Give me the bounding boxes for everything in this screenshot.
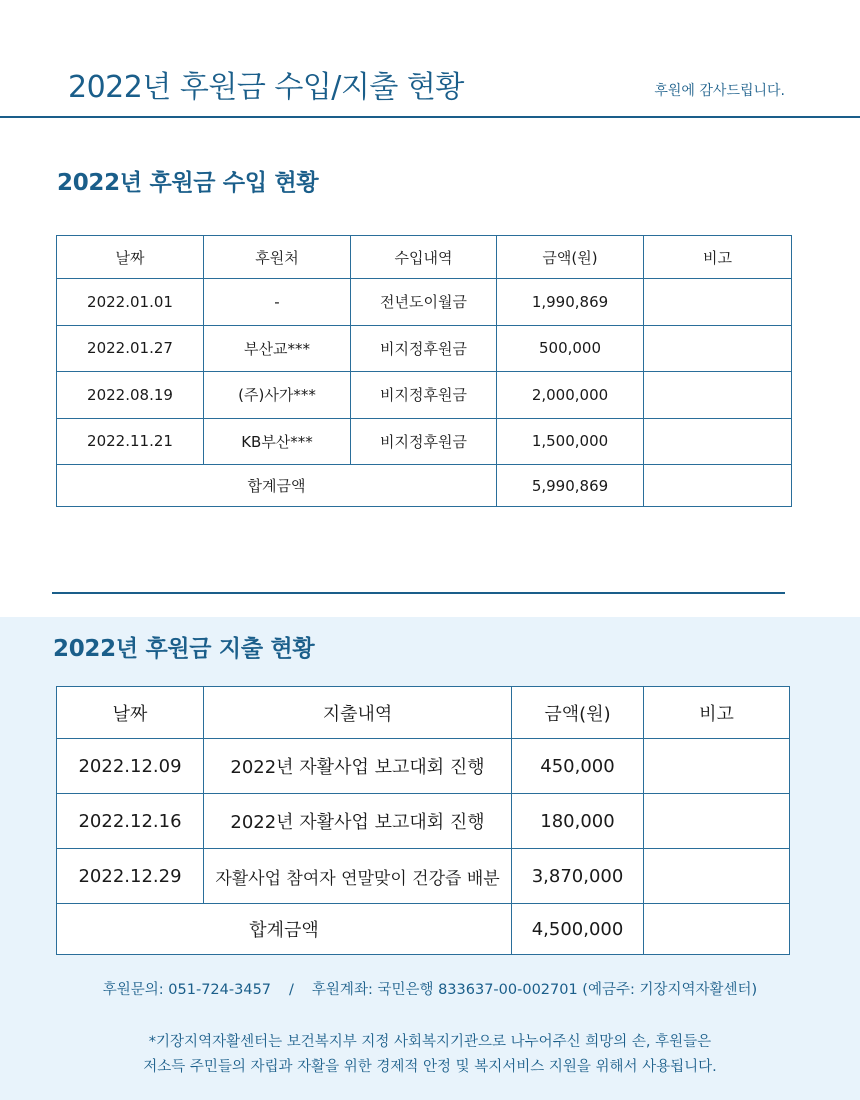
column-header-note: 비고 <box>644 236 792 279</box>
expense-type-cell: 2022년 자활사업 보고대회 진행 <box>204 739 512 794</box>
table-row <box>57 794 790 849</box>
total-amount: 5,990,869 <box>497 465 644 507</box>
note-cell <box>644 418 792 465</box>
amount-cell: 500,000 <box>497 325 644 372</box>
column-header-amount: 금액(원) <box>497 236 644 279</box>
expense-header-row <box>57 687 790 739</box>
column-header-donor: 후원처 <box>204 236 351 279</box>
date-cell: 2022.12.09 <box>57 739 204 794</box>
donor-cell: 부산교*** <box>204 325 351 372</box>
total-label: 합계금액 <box>57 465 497 507</box>
date-cell: 2022.01.27 <box>57 325 204 372</box>
footer-note-line-1: *기장지역자활센터는 보건복지부 지정 사회복지기관으로 나누어주신 희망의 손, 후원들은 <box>148 1034 712 1050</box>
date-cell: 2022.11.21 <box>57 418 204 465</box>
table-row <box>57 279 792 326</box>
note-cell <box>644 372 792 419</box>
note-cell <box>644 849 790 904</box>
donor-cell: KB부산*** <box>204 418 351 465</box>
date-cell: 2022.08.19 <box>57 372 204 419</box>
column-header-date: 날짜 <box>57 687 204 739</box>
donation-account: 후원계좌: 국민은행 833637-00-002701 (예금주: 기장지역자활센터) <box>311 982 758 998</box>
expense-section-title: 2022년 후원금 지출 현황 <box>53 636 315 662</box>
footer-note-line-2: 저소득 주민들의 자립과 자활을 위한 경제적 안정 및 복지서비스 지원을 위해서 사용됩니다. <box>143 1059 717 1075</box>
table-row <box>57 325 792 372</box>
expense-type-cell: 자활사업 참여자 연말맞이 건강즙 배분 <box>204 849 512 904</box>
amount-cell: 1,500,000 <box>497 418 644 465</box>
column-header-income-type: 수입내역 <box>351 236 497 279</box>
amount-cell: 1,990,869 <box>497 279 644 326</box>
contact-info <box>0 978 860 999</box>
date-cell: 2022.12.16 <box>57 794 204 849</box>
income-type-cell: 전년도이월금 <box>351 279 497 326</box>
income-table <box>56 235 792 507</box>
income-type-cell: 비지정후원금 <box>351 418 497 465</box>
income-type-cell: 비지정후원금 <box>351 325 497 372</box>
income-type-cell: 비지정후원금 <box>351 372 497 419</box>
table-row <box>57 418 792 465</box>
note-cell <box>644 325 792 372</box>
date-cell: 2022.01.01 <box>57 279 204 326</box>
note-cell <box>644 279 792 326</box>
amount-cell: 180,000 <box>512 794 644 849</box>
table-row <box>57 372 792 419</box>
total-note <box>644 904 790 955</box>
header <box>0 0 860 118</box>
total-label: 합계금액 <box>57 904 512 955</box>
column-header-date: 날짜 <box>57 236 204 279</box>
income-header-row <box>57 236 792 279</box>
total-row <box>57 904 790 955</box>
inquiry-phone: 후원문의: 051-724-3457 <box>102 982 272 998</box>
footer-note <box>0 1030 860 1080</box>
contact-separator: / <box>289 982 294 998</box>
donor-cell: (주)사가*** <box>204 372 351 419</box>
table-row <box>57 849 790 904</box>
column-header-expense-type: 지출내역 <box>204 687 512 739</box>
income-section-title: 2022년 후원금 수입 현황 <box>57 170 319 196</box>
column-header-note: 비고 <box>644 687 790 739</box>
page-title: 2022년 후원금 수입/지출 현황 <box>68 70 464 105</box>
total-amount: 4,500,000 <box>512 904 644 955</box>
note-cell <box>644 794 790 849</box>
total-note <box>644 465 792 507</box>
note-cell <box>644 739 790 794</box>
table-row <box>57 739 790 794</box>
date-cell: 2022.12.29 <box>57 849 204 904</box>
expense-table <box>56 686 790 955</box>
total-row <box>57 465 792 507</box>
section-divider <box>52 592 785 594</box>
amount-cell: 2,000,000 <box>497 372 644 419</box>
column-header-amount: 금액(원) <box>512 687 644 739</box>
expense-type-cell: 2022년 자활사업 보고대회 진행 <box>204 794 512 849</box>
amount-cell: 450,000 <box>512 739 644 794</box>
amount-cell: 3,870,000 <box>512 849 644 904</box>
donor-cell: - <box>204 279 351 326</box>
thanks-text: 후원에 감사드립니다. <box>654 83 785 99</box>
